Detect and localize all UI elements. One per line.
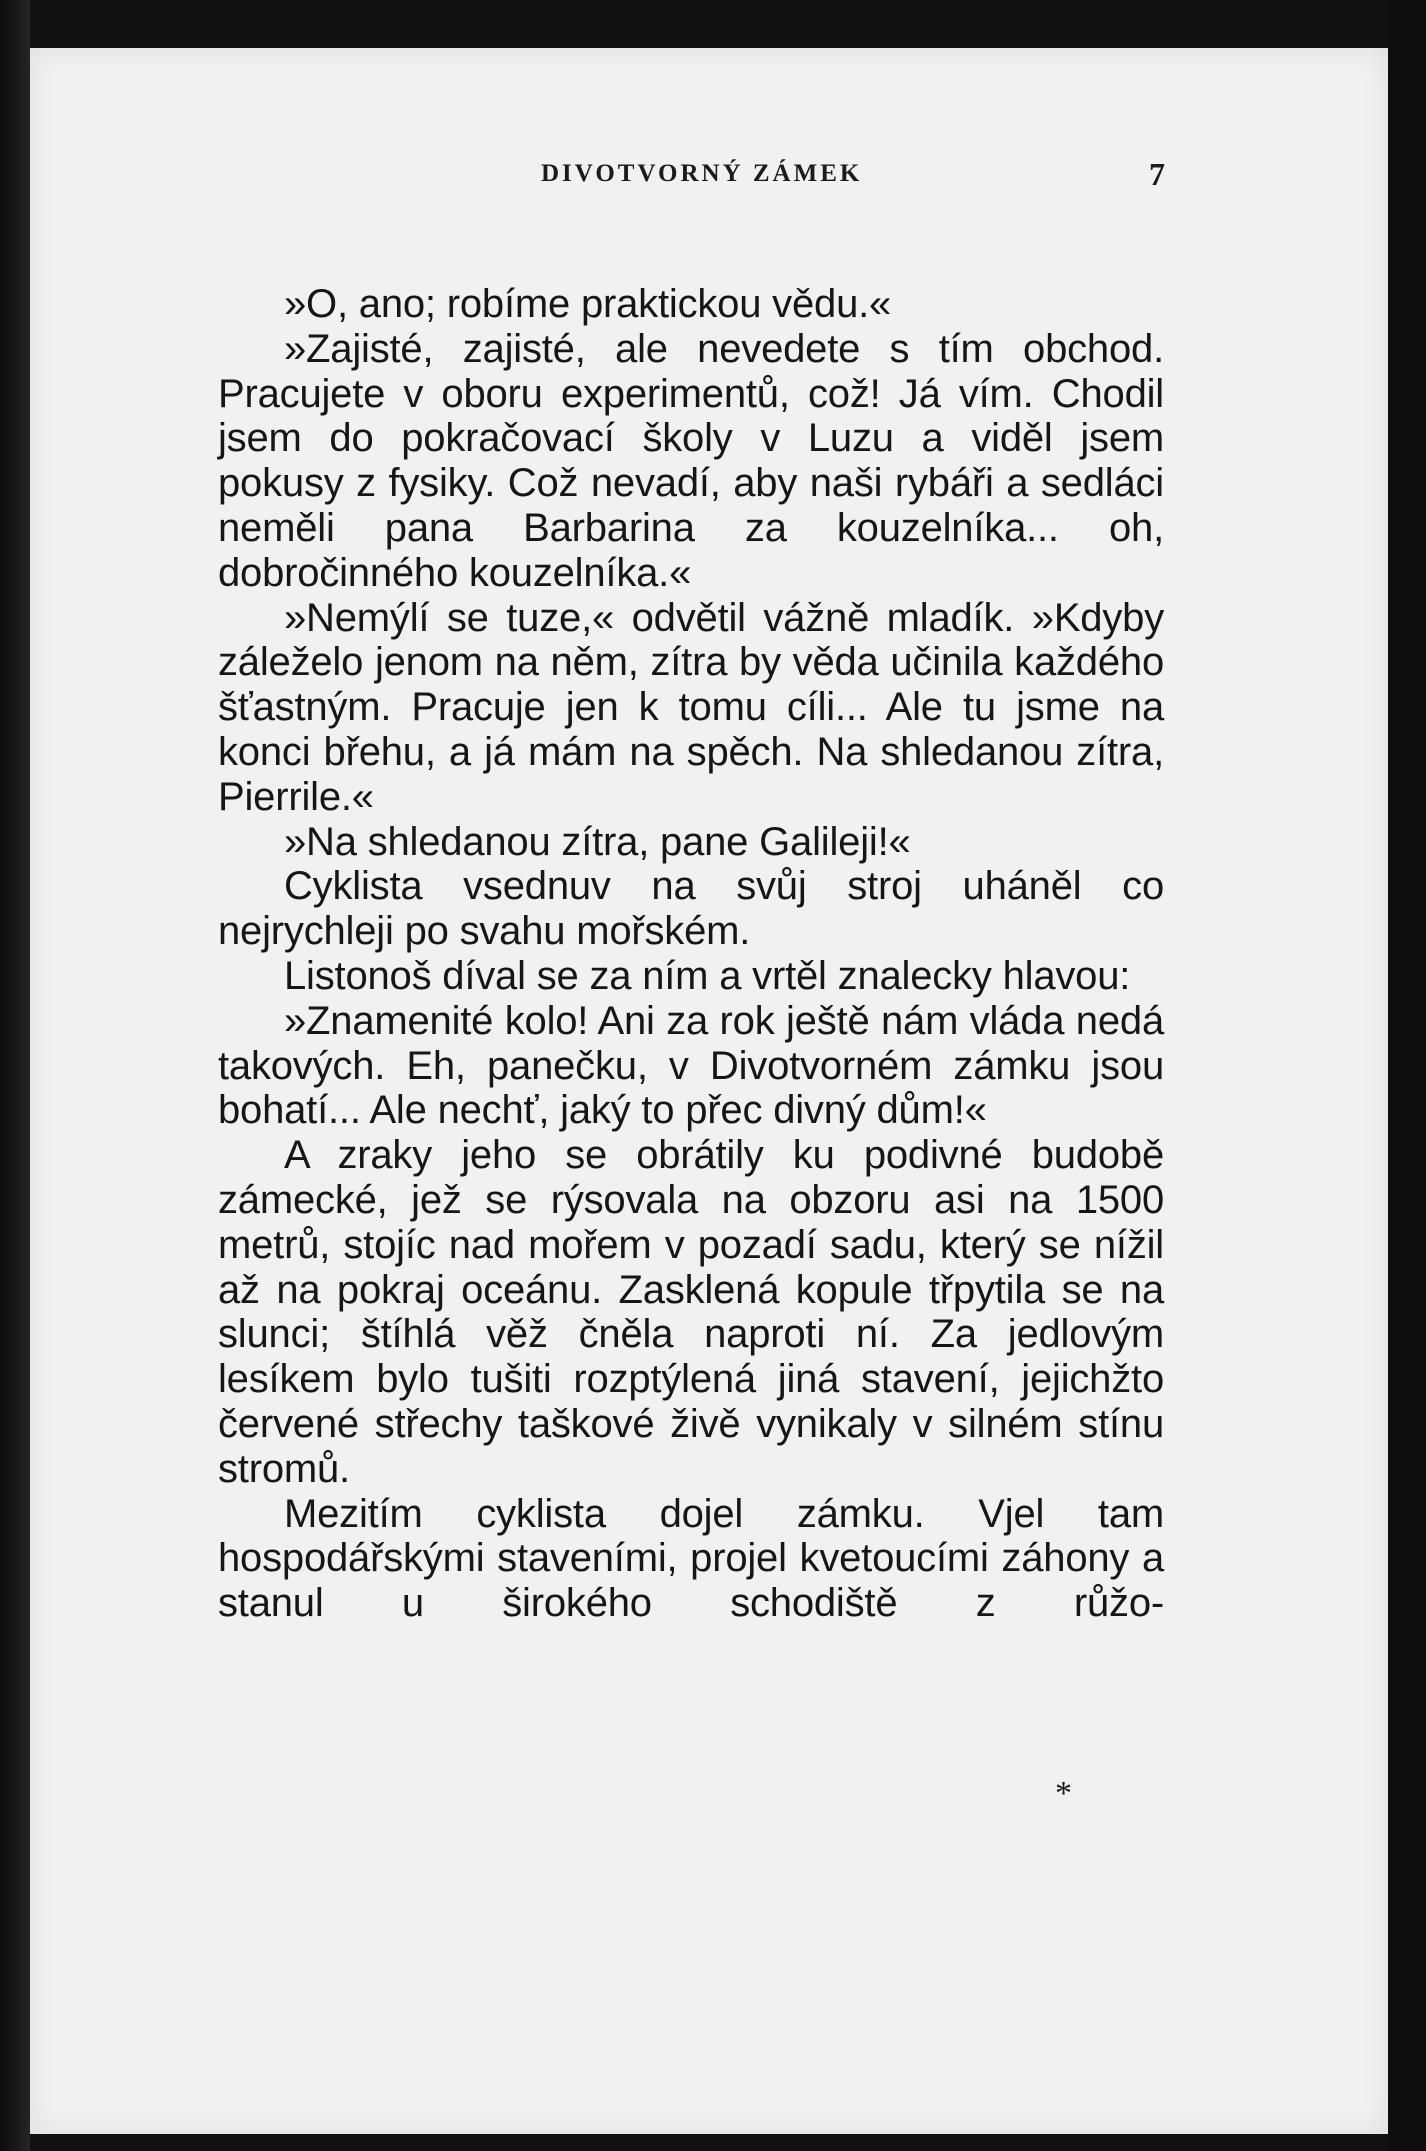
book-spine-shadow: [0, 0, 30, 2151]
page-number: 7: [1149, 156, 1165, 192]
paragraph: »Zajisté, zajisté, ale nevedete s tím obchod. Pracujete v oboru experimentů, což! Já vím. Chodil jsem do pokračovací školy v Luzu a viděl jsem pokusy z fysiky. Což nevadí, aby naši rybáři a sedláci neměli pana Barbarina za kouzelníka... oh, dobročinného kouzelníka.«: [218, 326, 1164, 595]
paragraph: Cyklista vsednuv na svůj stroj uháněl co nejrychleji po svahu mořském.: [218, 864, 1164, 954]
body-text: [218, 282, 1164, 1626]
running-header: [185, 156, 1165, 200]
paragraph: »O, ano; robíme praktickou vědu.«: [284, 282, 892, 326]
running-title: DIVOTVORNÝ ZÁMEK: [541, 160, 863, 187]
paragraph: »Nemýlí se tuze,« odvětil vážně mladík. »Kdyby záleželo jenom na něm, zítra by věda učinila každého šťastným. Pracuje jen k tomu cíli... Ale tu jsme na konci břehu, a já mám na spěch. Na shledanou zítra, Pierrile.«: [218, 595, 1164, 819]
paragraph: »Na shledanou zítra, pane Galileji!«: [284, 819, 911, 864]
paragraph: Mezitím cyklista dojel zámku. Vjel tam hospodářskými staveními, projel kvetoucími záhony a stanul u širokého schodiště z růžo-: [218, 1491, 1164, 1626]
paragraph: »Znamenité kolo! Ani za rok ještě nám vláda nedá takových. Eh, panečku, v Divotvorném zámku jsou bohatí... Ale nechť, jaký to přec divný dům!«: [218, 998, 1164, 1133]
signature-mark: *: [1055, 1775, 1072, 1812]
paragraph: Listonoš díval se za ním a vrtěl znalecky hlavou:: [284, 953, 1131, 998]
page-edge-shadow: [1388, 0, 1426, 2151]
paragraph: A zraky jeho se obrátily ku podivné budobě zámecké, jež se rýsovala na obzoru asi na 1500 metrů, stojíc nad mořem v pozadí sadu, který se nížil až na pokraj oceánu. Zasklená kopule třpytila se na slunci; štíhlá věž čněla naproti ní. Za jedlovým lesíkem bylo tušiti rozptýlená jiná stavení, jejichžto červené střechy taškové živě vynikaly v silném stínu stromů.: [218, 1133, 1164, 1491]
